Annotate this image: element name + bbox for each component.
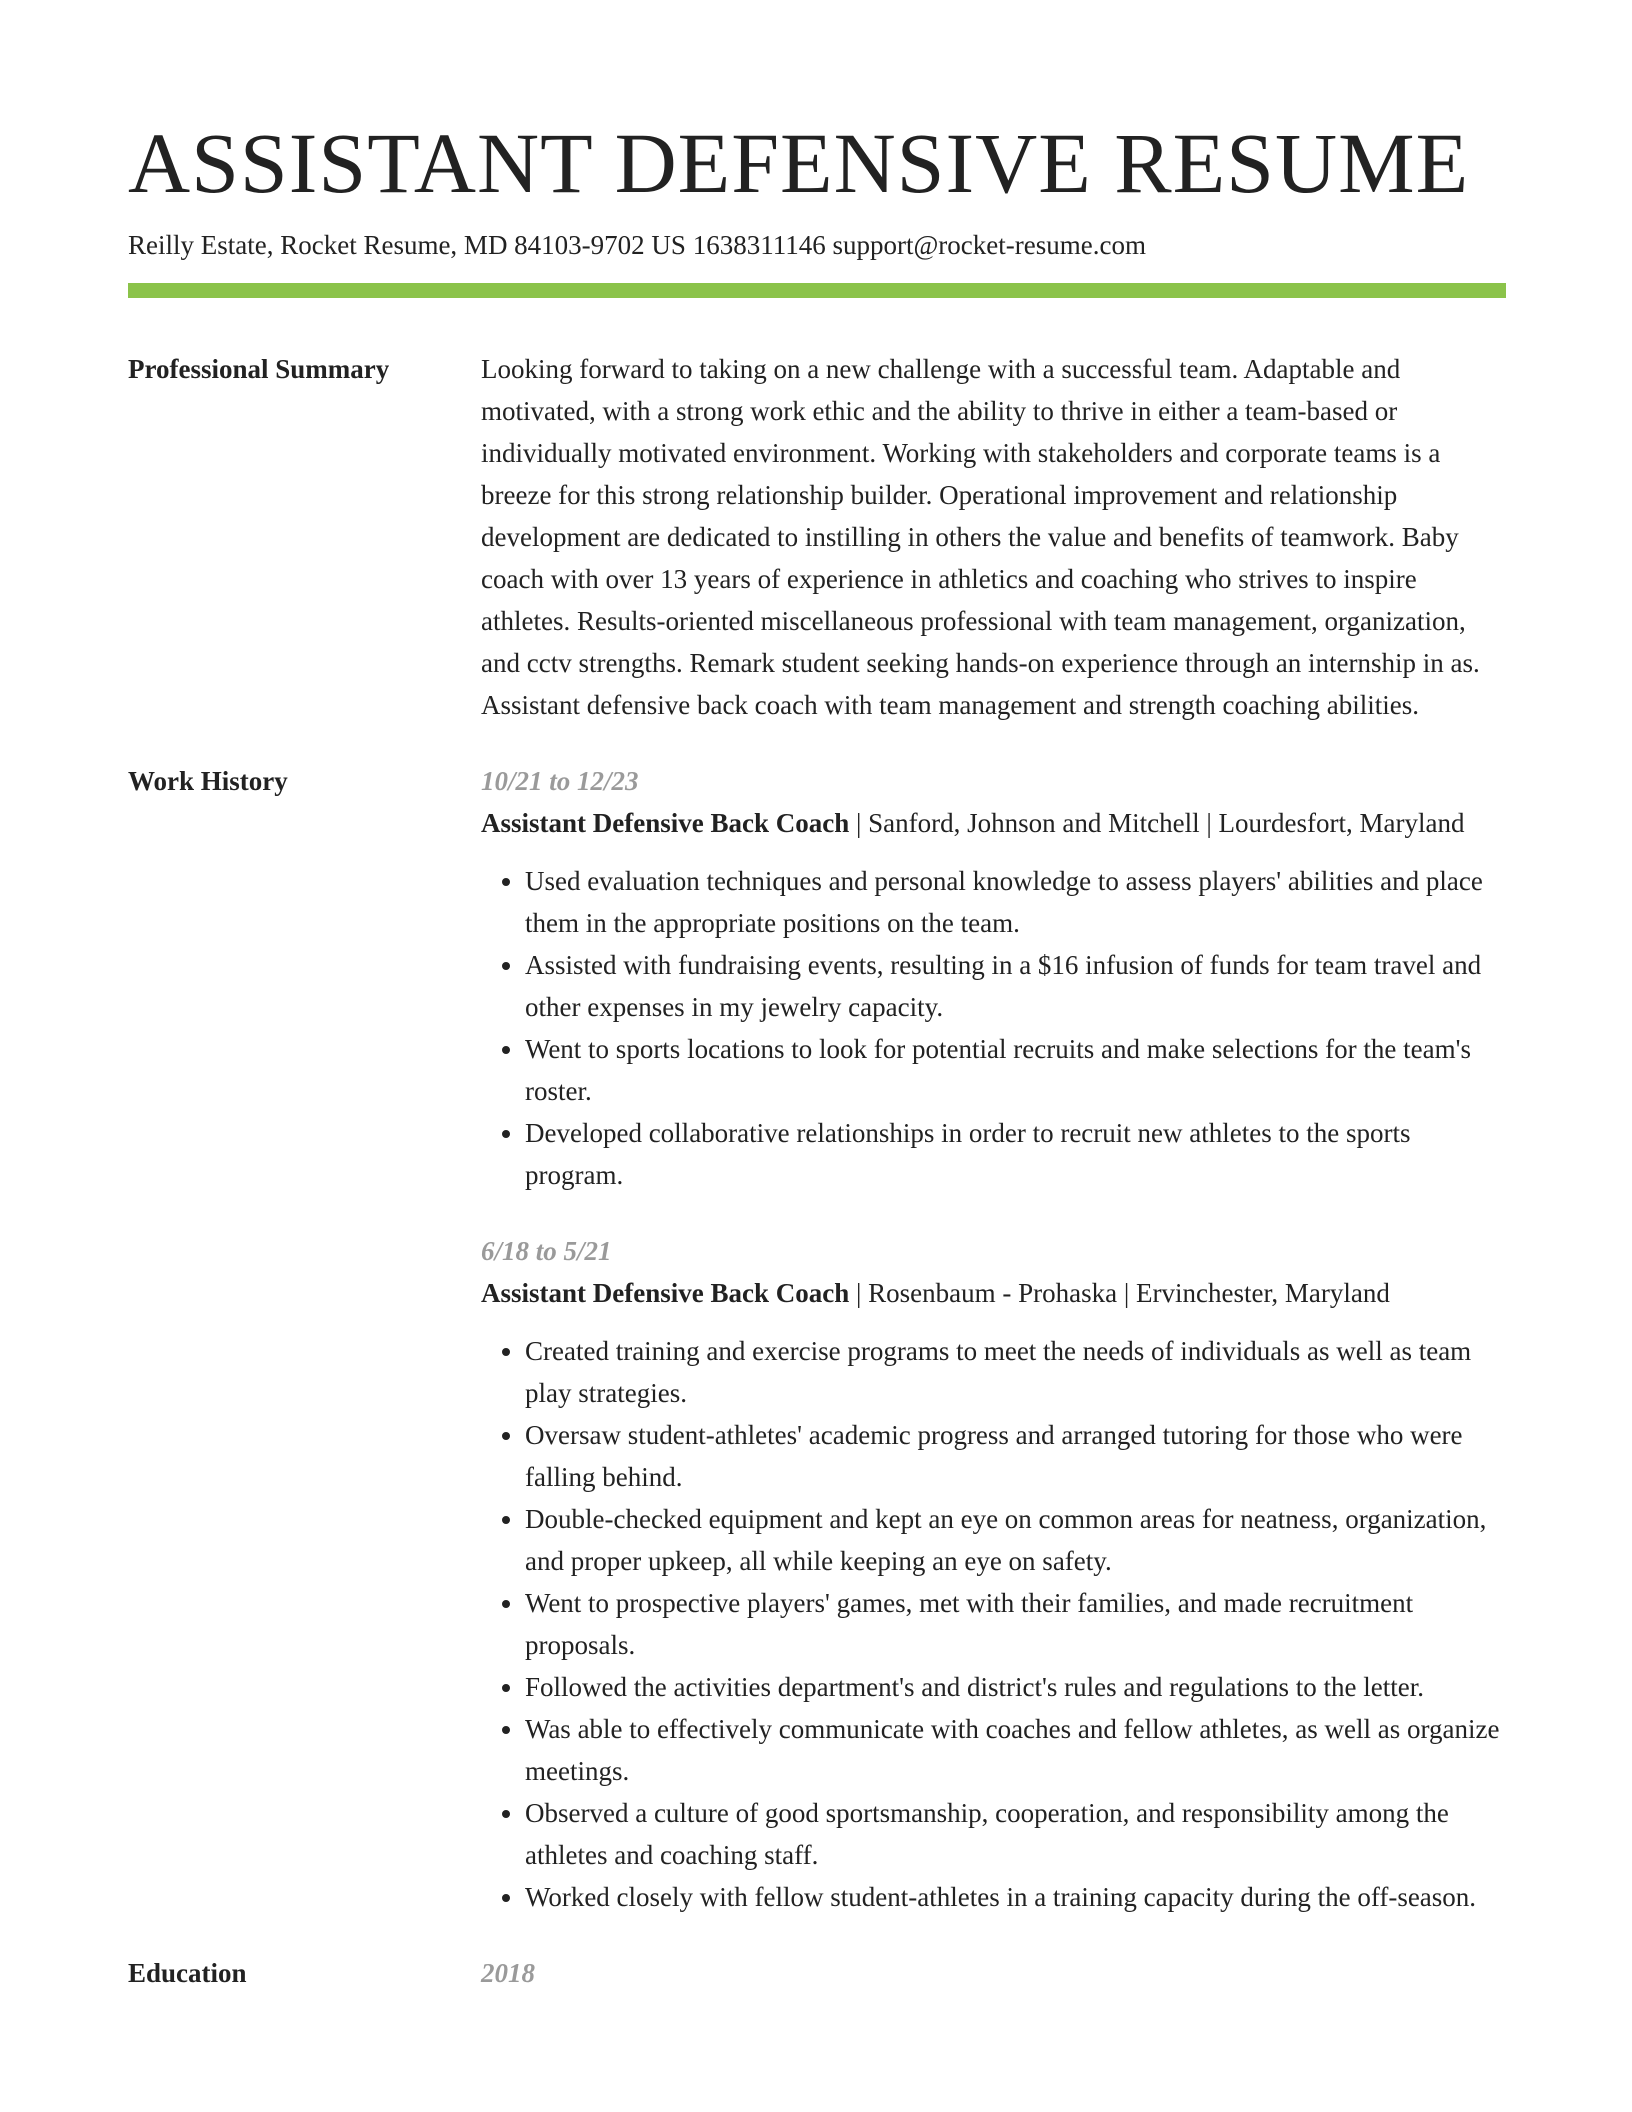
list-item: • Followed the activities department's and district's rules and regulations to the letter. [525,1666,1506,1708]
resume-title: ASSISTANT DEFENSIVE RESUME [128,115,1470,211]
job-title: Assistant Defensive Back Coach [481,808,850,839]
education-body [481,1952,1506,1994]
job-heading [481,802,1506,844]
accent-divider [128,283,1506,298]
list-item: • Developed collaborative relationships in order to recruit new athletes to the sports program. [525,1112,1506,1196]
list-item: • Double-checked equipment and kept an eye on common areas for neatness, organization, and proper upkeep, all while keeping an eye on safety. [525,1498,1506,1582]
work-history-body [481,760,1506,1918]
list-item: • Was able to effectively communicate with coaches and fellow athletes, as well as organize meetings. [525,1708,1506,1792]
contact-line: Reilly Estate, Rocket Resume, MD 84103-9702 US 1638311146 support@rocket-resume.com [128,230,1146,260]
summary-label: Professional Summary [128,354,390,385]
list-item: • Went to prospective players' games, met with their families, and made recruitment proposals. [525,1582,1506,1666]
list-item: • Went to sports locations to look for potential recruits and make selections for the team's roster. [525,1028,1506,1112]
job-dates: 6/18 to 5/21 [481,1236,612,1267]
list-item: • Worked closely with fellow student-athletes in a training capacity during the off-season. [525,1876,1506,1918]
work-history-section [128,760,1506,1918]
list-item: • Oversaw student-athletes' academic progress and arranged tutoring for those who were falling behind. [525,1414,1506,1498]
list-item: • Observed a culture of good sportsmanship, cooperation, and responsibility among the athletes and coaching staff. [525,1792,1506,1876]
job-entry [481,1230,1506,1918]
job-details: | Sanford, Johnson and Mitchell | Lourdesfort, Maryland [849,808,1465,839]
education-dates: 2018 [481,1958,535,1989]
job-details: | Rosenbaum - Prohaska | Ervinchester, Maryland [849,1278,1390,1309]
job-dates: 10/21 to 12/23 [481,766,639,797]
list-item: • Used evaluation techniques and personal knowledge to assess players' abilities and place them in the appropriate positions on the team. [525,860,1506,944]
education-section [128,1952,1506,1994]
summary-text: Looking forward to taking on a new challenge with a successful team. Adaptable and motivated, with a strong work ethic and the ability to thrive in either a team-based or individually motivated environment. Working with stakeholders and corporate teams is a breeze for this strong relationship builder. Operational improvement and relationship development are dedicated to instilling in others the value and benefits of teamwork. Baby coach with over 13 years of experience in athletics and coaching who strives to inspire athletes. Results-oriented miscellaneous professional with team management, organization, and cctv strengths. Remark student seeking hands-on experience through an internship in as. Assistant defensive back coach with team management and strength coaching abilities. [481,354,1480,721]
job-entry [481,760,1506,1196]
job-bullets [481,1330,1506,1918]
resume-page [128,115,1506,1994]
job-bullets [481,860,1506,1196]
work-history-label: Work History [128,766,288,797]
education-label: Education [128,1958,247,1989]
job-heading [481,1272,1506,1314]
job-title: Assistant Defensive Back Coach [481,1278,850,1309]
summary-section [128,348,1506,726]
list-item: • Created training and exercise programs to meet the needs of individuals as well as team play strategies. [525,1330,1506,1414]
list-item: • Assisted with fundraising events, resulting in a $16 infusion of funds for team travel and other expenses in my jewelry capacity. [525,944,1506,1028]
